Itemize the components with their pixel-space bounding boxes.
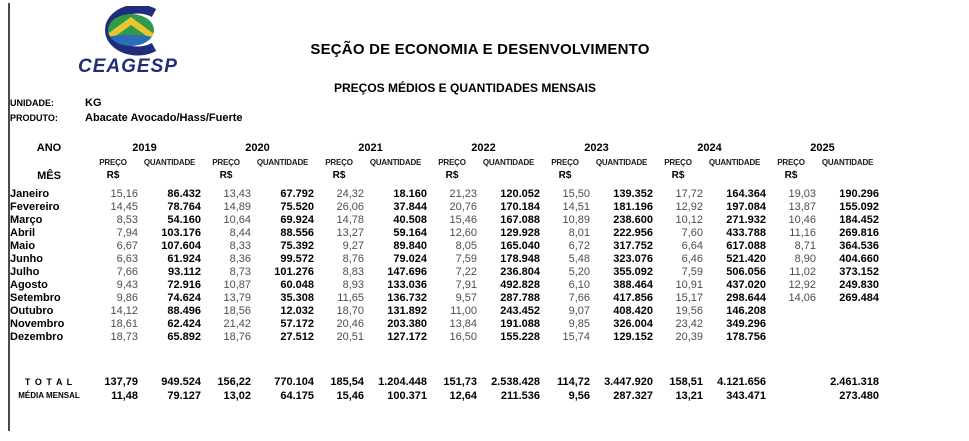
quantity-cell: 249.830 bbox=[839, 279, 879, 291]
price-cell: 7,91 bbox=[455, 279, 477, 291]
quantity-cell: 37.844 bbox=[393, 201, 427, 213]
price-cell bbox=[766, 318, 816, 331]
price-cell: 8,90 bbox=[794, 253, 816, 265]
currency-header: R$ bbox=[784, 170, 798, 181]
price-cell: 15,17 bbox=[675, 292, 703, 304]
price-cell: 14,89 bbox=[223, 201, 251, 213]
preco-header: PREÇO bbox=[438, 157, 466, 167]
quantity-cell: 521.420 bbox=[726, 253, 766, 265]
quantity-cell: 60.048 bbox=[280, 279, 314, 291]
price-cell: 8,71 bbox=[794, 240, 816, 252]
total-price-cell: 156,22 bbox=[217, 375, 251, 388]
price-cell: 24,32 bbox=[336, 188, 364, 200]
month-cell: Setembro bbox=[10, 292, 61, 304]
quantity-cell: 79.024 bbox=[393, 253, 427, 265]
total-price-cell: 185,54 bbox=[330, 375, 364, 388]
year-header: 2023 bbox=[584, 141, 609, 154]
price-cell: 21,42 bbox=[223, 318, 251, 330]
quantity-cell: 99.572 bbox=[280, 253, 314, 265]
table-row bbox=[10, 140, 879, 156]
price-cell: 14,06 bbox=[788, 292, 816, 304]
price-cell: 20,39 bbox=[675, 331, 703, 343]
price-cell: 18,76 bbox=[223, 331, 251, 343]
price-cell: 26,06 bbox=[336, 201, 364, 213]
price-cell: 8,01 bbox=[568, 227, 590, 239]
quantity-cell: 72.916 bbox=[167, 279, 201, 291]
quantity-cell: 59.164 bbox=[393, 227, 427, 239]
price-cell: 6,46 bbox=[681, 253, 703, 265]
price-cell: 6,67 bbox=[116, 240, 138, 252]
media-price-cell: 15,46 bbox=[336, 389, 364, 402]
price-cell: 13,84 bbox=[449, 318, 477, 330]
month-cell: Agosto bbox=[10, 279, 48, 291]
body-total-gap bbox=[10, 344, 879, 375]
price-cell: 6,10 bbox=[568, 279, 590, 291]
quantity-cell: 298.644 bbox=[726, 292, 766, 304]
price-cell: 12,92 bbox=[675, 201, 703, 213]
quantity-cell: 155.228 bbox=[500, 331, 540, 343]
total-quantity-cell: 2.461.318 bbox=[830, 375, 879, 388]
table-row bbox=[10, 279, 879, 292]
price-cell: 18,56 bbox=[223, 305, 251, 317]
quantity-cell: 190.296 bbox=[839, 188, 879, 200]
quantity-cell: 120.052 bbox=[500, 188, 540, 200]
quantity-cell bbox=[816, 331, 879, 344]
price-cell: 8,33 bbox=[229, 240, 251, 252]
table-row bbox=[10, 169, 879, 183]
table-row bbox=[10, 253, 879, 266]
quantity-cell: 127.172 bbox=[387, 331, 427, 343]
empty-cell bbox=[10, 156, 88, 169]
unidade-value: KG bbox=[85, 97, 102, 109]
price-cell: 9,07 bbox=[568, 305, 590, 317]
empty-cell bbox=[138, 169, 201, 183]
quantity-cell: 373.152 bbox=[839, 266, 879, 278]
price-cell: 7,22 bbox=[455, 266, 477, 278]
media-price-cell: 12,64 bbox=[449, 389, 477, 402]
month-cell: Dezembro bbox=[10, 331, 64, 343]
currency-header: R$ bbox=[332, 170, 346, 181]
price-cell: 11,02 bbox=[789, 266, 816, 278]
total-quantity-cell: 2.538.428 bbox=[491, 375, 540, 388]
price-cell: 7,59 bbox=[455, 253, 477, 265]
year-header: 2019 bbox=[132, 141, 157, 154]
media-price-cell: 11,48 bbox=[111, 389, 138, 402]
quantity-cell: 181.196 bbox=[613, 201, 653, 213]
table-row bbox=[10, 227, 879, 240]
price-cell: 5,48 bbox=[568, 253, 590, 265]
price-cell: 8,36 bbox=[229, 253, 251, 265]
price-cell: 12,60 bbox=[449, 227, 477, 239]
quantity-cell: 417.856 bbox=[613, 292, 653, 304]
price-cell: 20,51 bbox=[336, 331, 364, 343]
quantity-cell: 89.840 bbox=[393, 240, 427, 252]
quantity-cell: 408.420 bbox=[613, 305, 653, 317]
month-cell: Julho bbox=[10, 266, 40, 278]
price-cell: 11,00 bbox=[450, 305, 477, 317]
total-price-cell: 137,79 bbox=[104, 375, 138, 388]
price-cell: 7,60 bbox=[681, 227, 703, 239]
total-quantity-cell: 4.121.656 bbox=[717, 375, 766, 388]
produto-label: PRODUTO: bbox=[10, 113, 58, 123]
quantidade-header: QUANTIDADE bbox=[369, 157, 422, 167]
table-row bbox=[10, 188, 879, 201]
price-cell: 9,27 bbox=[342, 240, 364, 252]
table-row bbox=[10, 305, 879, 318]
quantity-cell: 27.512 bbox=[280, 331, 314, 343]
quantity-cell: 203.380 bbox=[387, 318, 427, 330]
quantity-cell: 238.600 bbox=[613, 214, 653, 226]
price-cell: 11,65 bbox=[337, 292, 364, 304]
quantity-cell: 67.792 bbox=[280, 188, 314, 200]
quantidade-header: QUANTIDADE bbox=[482, 157, 535, 167]
price-cell: 13,27 bbox=[336, 227, 364, 239]
media-price-cell: 13,21 bbox=[675, 389, 703, 402]
quantity-cell: 61.924 bbox=[167, 253, 201, 265]
table-head bbox=[10, 140, 879, 183]
quantity-cell: 75.520 bbox=[280, 201, 314, 213]
month-cell: Fevereiro bbox=[10, 201, 60, 213]
total-label: T O T A L bbox=[24, 376, 74, 387]
quantity-cell: 243.452 bbox=[500, 305, 540, 317]
price-cell: 8,83 bbox=[342, 266, 364, 278]
quantity-cell: 75.392 bbox=[280, 240, 314, 252]
price-cell: 18,61 bbox=[110, 318, 138, 330]
quantidade-header: QUANTIDADE bbox=[595, 157, 648, 167]
price-cell: 10,64 bbox=[223, 214, 251, 226]
quantity-cell: 197.084 bbox=[726, 201, 766, 213]
price-cell: 13,79 bbox=[223, 292, 251, 304]
quantity-cell: 222.956 bbox=[613, 227, 653, 239]
page-subtitle: PREÇOS MÉDIOS E QUANTIDADES MENSAIS bbox=[333, 81, 597, 95]
quantity-cell: 65.892 bbox=[167, 331, 201, 343]
price-cell: 14,45 bbox=[110, 201, 138, 213]
price-cell: 15,50 bbox=[562, 188, 590, 200]
preco-header: PREÇO bbox=[99, 157, 127, 167]
quantity-cell: 287.788 bbox=[500, 292, 540, 304]
quantity-cell: 146.208 bbox=[726, 305, 766, 317]
quantity-cell bbox=[816, 305, 879, 318]
price-cell: 11,16 bbox=[789, 227, 816, 239]
price-cell: 8,44 bbox=[229, 227, 251, 239]
price-cell: 15,74 bbox=[562, 331, 590, 343]
price-cell: 12,92 bbox=[788, 279, 816, 291]
total-quantity-cell: 770.104 bbox=[274, 375, 314, 388]
media-quantity-cell: 64.175 bbox=[280, 389, 314, 402]
price-cell: 8,73 bbox=[229, 266, 251, 278]
quantity-cell: 437.020 bbox=[726, 279, 766, 291]
quantity-cell: 170.184 bbox=[500, 201, 540, 213]
quantity-cell: 388.464 bbox=[613, 279, 653, 291]
price-cell: 9,57 bbox=[455, 292, 477, 304]
price-cell: 10,46 bbox=[788, 214, 816, 226]
empty-cell bbox=[364, 169, 427, 183]
quantidade-header: QUANTIDADE bbox=[256, 157, 309, 167]
month-cell: Maio bbox=[10, 240, 36, 252]
unidade-row bbox=[10, 97, 243, 112]
price-cell: 6,64 bbox=[681, 240, 703, 252]
price-cell: 8,93 bbox=[342, 279, 364, 291]
media-price-cell bbox=[766, 389, 816, 403]
quantity-cell: 349.296 bbox=[726, 318, 766, 330]
quantity-cell: 74.624 bbox=[167, 292, 201, 304]
year-header: 2020 bbox=[245, 141, 270, 154]
price-cell: 15,16 bbox=[110, 188, 138, 200]
price-cell: 7,66 bbox=[568, 292, 590, 304]
month-cell: Outubro bbox=[10, 305, 54, 317]
year-header: 2024 bbox=[697, 141, 722, 154]
spacer-cell bbox=[10, 344, 879, 375]
quantity-cell: 191.088 bbox=[500, 318, 540, 330]
price-cell: 15,46 bbox=[449, 214, 477, 226]
quantity-cell: 155.092 bbox=[839, 201, 879, 213]
preco-header: PREÇO bbox=[212, 157, 240, 167]
media-price-cell: 13,02 bbox=[223, 389, 251, 402]
media-row bbox=[10, 389, 879, 403]
quantity-cell: 69.924 bbox=[280, 214, 314, 226]
empty-cell bbox=[251, 169, 314, 183]
month-cell: Novembro bbox=[10, 318, 65, 330]
empty-cell bbox=[477, 169, 540, 183]
produto-value: Abacate Avocado/Hass/Fuerte bbox=[85, 112, 243, 124]
quantity-cell: 103.176 bbox=[161, 227, 201, 239]
price-cell: 10,91 bbox=[675, 279, 703, 291]
empty-cell bbox=[816, 169, 879, 183]
table-body bbox=[10, 183, 879, 403]
quantity-cell: 88.556 bbox=[280, 227, 314, 239]
price-cell: 5,20 bbox=[568, 266, 590, 278]
ceagesp-logo bbox=[58, 6, 198, 78]
quantity-cell: 165.040 bbox=[500, 240, 540, 252]
year-header: 2021 bbox=[358, 141, 383, 154]
quantity-cell: 317.752 bbox=[613, 240, 653, 252]
table-row bbox=[10, 240, 879, 253]
quantity-cell: 57.172 bbox=[280, 318, 314, 330]
price-cell: 9,85 bbox=[568, 318, 590, 330]
produto-row bbox=[10, 112, 243, 127]
empty-cell bbox=[703, 169, 766, 183]
quantity-cell: 129.152 bbox=[613, 331, 653, 343]
price-cell: 20,76 bbox=[449, 201, 477, 213]
price-cell: 13,87 bbox=[788, 201, 816, 213]
quantity-cell: 18.160 bbox=[393, 188, 427, 200]
table-row bbox=[10, 266, 879, 279]
quantity-cell: 323.076 bbox=[613, 253, 653, 265]
product-info bbox=[10, 97, 243, 127]
quantity-cell: 617.088 bbox=[726, 240, 766, 252]
quantity-cell: 129.928 bbox=[500, 227, 540, 239]
quantity-cell: 433.788 bbox=[726, 227, 766, 239]
quantity-cell: 139.352 bbox=[613, 188, 653, 200]
quantity-cell bbox=[816, 318, 879, 331]
table-row bbox=[10, 292, 879, 305]
quantity-cell: 355.092 bbox=[613, 266, 653, 278]
quantity-cell: 136.732 bbox=[387, 292, 427, 304]
currency-header: R$ bbox=[445, 170, 459, 181]
media-label: MÉDIA MENSAL bbox=[18, 391, 80, 400]
quantidade-header: QUANTIDADE bbox=[143, 157, 196, 167]
total-quantity-cell: 3.447.920 bbox=[604, 375, 653, 388]
quantity-cell: 107.604 bbox=[161, 240, 201, 252]
table-row bbox=[10, 331, 879, 344]
total-price-cell: 114,72 bbox=[556, 375, 590, 388]
price-cell: 8,53 bbox=[116, 214, 138, 226]
quantity-cell: 492.828 bbox=[500, 279, 540, 291]
quantity-cell: 506.056 bbox=[726, 266, 766, 278]
media-quantity-cell: 100.371 bbox=[387, 389, 427, 402]
table-row bbox=[10, 214, 879, 227]
price-cell: 7,66 bbox=[116, 266, 138, 278]
preco-header: PREÇO bbox=[325, 157, 353, 167]
media-price-cell: 9,56 bbox=[568, 389, 590, 402]
mes-label: MÊS bbox=[37, 169, 61, 182]
quantity-cell: 236.804 bbox=[500, 266, 540, 278]
price-cell: 20,46 bbox=[336, 318, 364, 330]
year-header: 2022 bbox=[471, 141, 496, 154]
quantity-cell: 62.424 bbox=[167, 318, 201, 330]
quantity-cell: 40.508 bbox=[393, 214, 427, 226]
quantity-cell: 326.004 bbox=[613, 318, 653, 330]
price-cell: 10,89 bbox=[562, 214, 590, 226]
price-quantity-table bbox=[10, 140, 879, 403]
price-cell: 14,51 bbox=[562, 201, 590, 213]
total-quantity-cell: 1.204.448 bbox=[378, 375, 427, 388]
total-quantity-cell: 949.524 bbox=[161, 375, 201, 388]
ceagesp-logo-icon bbox=[68, 6, 188, 58]
price-cell: 8,05 bbox=[455, 240, 477, 252]
preco-header: PREÇO bbox=[777, 157, 805, 167]
month-cell: Janeiro bbox=[10, 188, 50, 200]
price-cell: 6,63 bbox=[116, 253, 138, 265]
total-price-cell: 151,73 bbox=[443, 375, 477, 388]
price-cell: 6,72 bbox=[568, 240, 590, 252]
price-cell: 13,43 bbox=[223, 188, 251, 200]
quantity-cell: 178.756 bbox=[726, 331, 766, 343]
empty-cell bbox=[590, 169, 653, 183]
media-quantity-cell: 273.480 bbox=[839, 389, 879, 402]
price-cell: 14,78 bbox=[336, 214, 364, 226]
ano-label: ANO bbox=[36, 141, 62, 154]
quantity-cell: 131.892 bbox=[387, 305, 427, 317]
total-price-cell: 158,51 bbox=[669, 375, 703, 388]
price-cell: 7,94 bbox=[116, 227, 138, 239]
quantidade-header: QUANTIDADE bbox=[821, 157, 874, 167]
quantity-cell: 164.364 bbox=[726, 188, 766, 200]
total-price-cell bbox=[766, 375, 816, 389]
quantity-cell: 12.032 bbox=[280, 305, 314, 317]
price-cell: 9,43 bbox=[116, 279, 138, 291]
currency-header: R$ bbox=[671, 170, 685, 181]
page-title: SEÇÃO DE ECONOMIA E DESENVOLVIMENTO bbox=[310, 41, 650, 58]
price-cell: 19,56 bbox=[675, 305, 703, 317]
quantity-cell: 178.948 bbox=[500, 253, 540, 265]
media-quantity-cell: 287.327 bbox=[613, 389, 653, 402]
quantity-cell: 93.112 bbox=[167, 266, 201, 278]
table-row bbox=[10, 156, 879, 169]
unidade-label: UNIDADE: bbox=[10, 98, 54, 108]
year-header: 2025 bbox=[810, 141, 835, 154]
month-cell: Abril bbox=[10, 227, 36, 239]
quantity-cell: 269.816 bbox=[839, 227, 879, 239]
price-cell: 10,12 bbox=[675, 214, 703, 226]
quantity-cell: 167.088 bbox=[500, 214, 540, 226]
price-cell: 21,23 bbox=[449, 188, 477, 200]
quantity-cell: 35.308 bbox=[280, 292, 314, 304]
table-row bbox=[10, 318, 879, 331]
month-cell: Março bbox=[10, 214, 43, 226]
price-cell bbox=[766, 331, 816, 344]
media-quantity-cell: 343.471 bbox=[726, 389, 766, 402]
currency-header: R$ bbox=[106, 170, 120, 181]
price-cell: 8,76 bbox=[342, 253, 364, 265]
price-cell: 17,72 bbox=[675, 188, 703, 200]
media-quantity-cell: 79.127 bbox=[167, 389, 201, 402]
price-cell bbox=[766, 305, 816, 318]
quantity-cell: 364.536 bbox=[839, 240, 879, 252]
price-cell: 16,50 bbox=[449, 331, 477, 343]
quantity-cell: 271.932 bbox=[726, 214, 766, 226]
quantity-cell: 147.696 bbox=[387, 266, 427, 278]
table-row bbox=[10, 201, 879, 214]
price-cell: 14,12 bbox=[110, 305, 138, 317]
price-cell: 23,42 bbox=[675, 318, 703, 330]
price-cell: 19,03 bbox=[788, 188, 816, 200]
currency-header: R$ bbox=[219, 170, 233, 181]
quantity-cell: 184.452 bbox=[839, 214, 879, 226]
currency-header: R$ bbox=[558, 170, 572, 181]
quantity-cell: 88.496 bbox=[167, 305, 201, 317]
quantity-cell: 54.160 bbox=[167, 214, 201, 226]
month-cell: Junho bbox=[10, 253, 43, 265]
preco-header: PREÇO bbox=[551, 157, 579, 167]
preco-header: PREÇO bbox=[664, 157, 692, 167]
quantity-cell: 269.484 bbox=[839, 292, 879, 304]
quantidade-header: QUANTIDADE bbox=[708, 157, 761, 167]
price-cell: 7,59 bbox=[681, 266, 703, 278]
quantity-cell: 101.276 bbox=[274, 266, 314, 278]
quantity-cell: 78.764 bbox=[167, 201, 201, 213]
price-cell: 10,87 bbox=[223, 279, 251, 291]
quantity-cell: 86.432 bbox=[167, 188, 201, 200]
price-cell: 18,73 bbox=[110, 331, 138, 343]
total-row bbox=[10, 375, 879, 389]
price-cell: 18,70 bbox=[336, 305, 364, 317]
media-quantity-cell: 211.536 bbox=[500, 389, 540, 402]
ceagesp-logo-text: CEAGESP bbox=[78, 56, 178, 77]
price-cell: 9,86 bbox=[116, 292, 138, 304]
quantity-cell: 404.660 bbox=[839, 253, 879, 265]
quantity-cell: 133.036 bbox=[387, 279, 427, 291]
